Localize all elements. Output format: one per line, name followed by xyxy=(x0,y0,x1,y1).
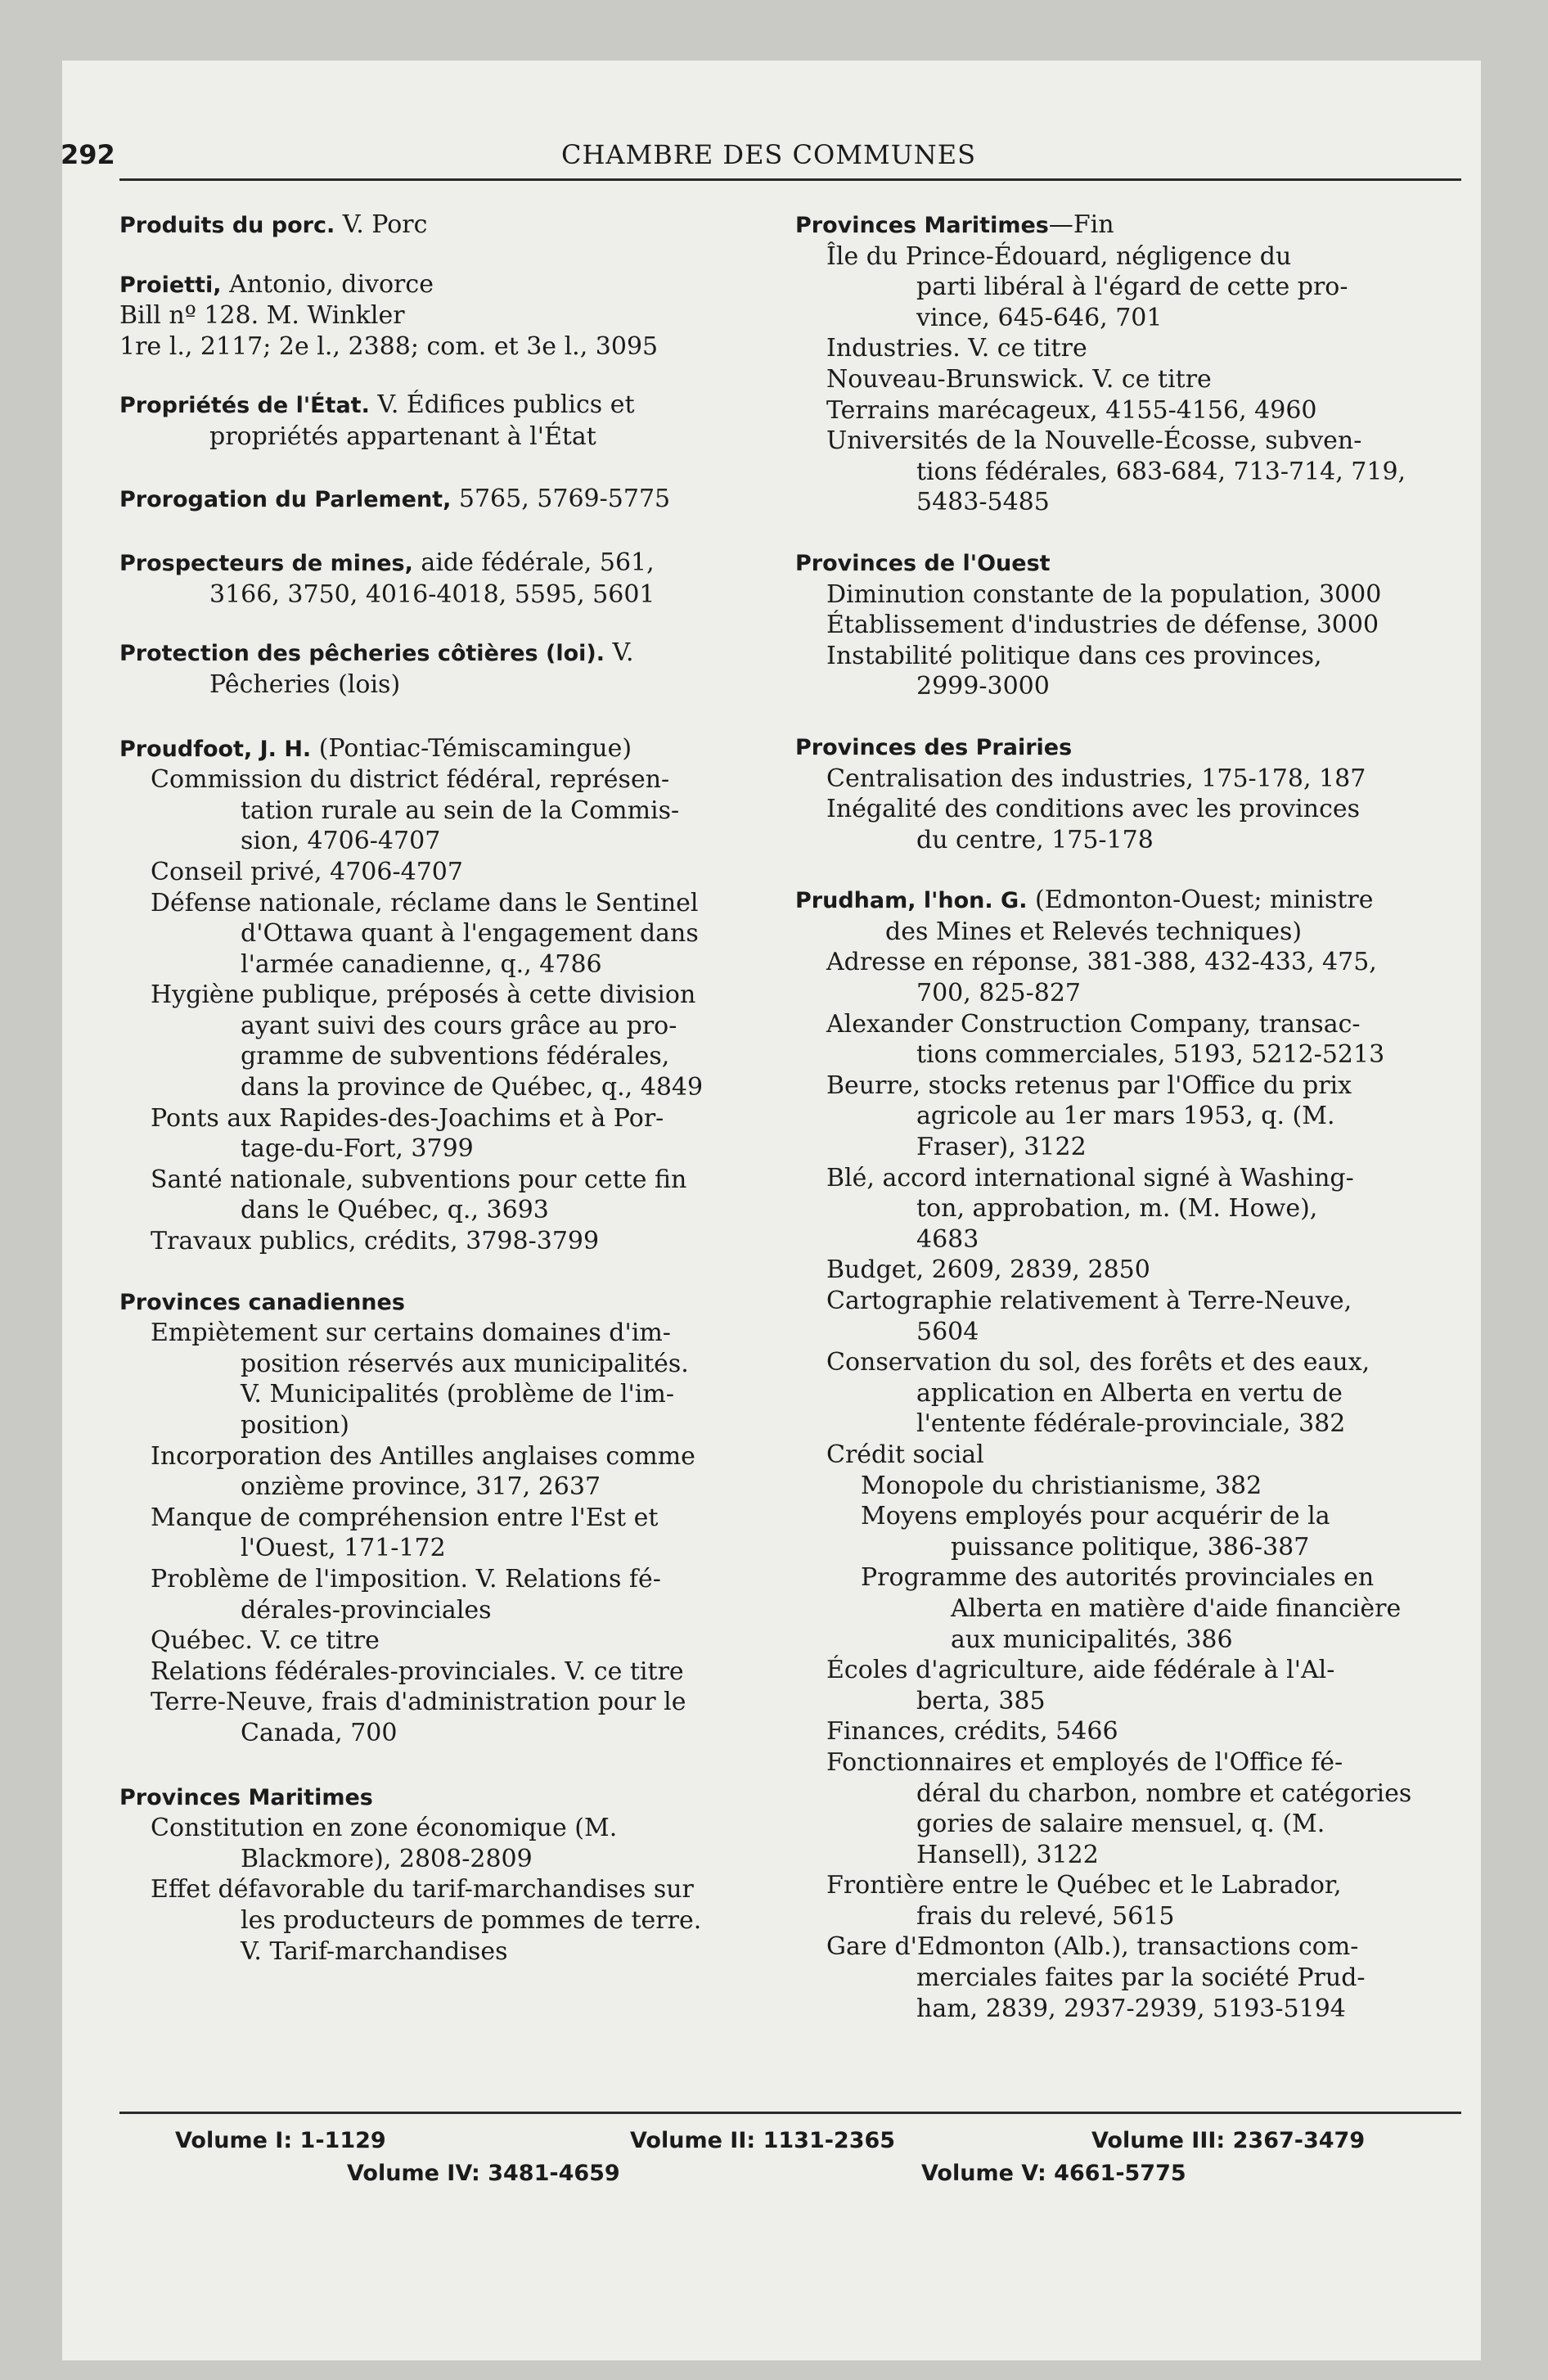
sub-entry-line: Moyens employés pour acquérir de la xyxy=(861,1502,1330,1531)
sub-entry-line: l'Ouest, 171-172 xyxy=(241,1534,446,1563)
sub-entry-line: agricole au 1er mars 1953, q. (M. xyxy=(916,1102,1335,1131)
right-column xyxy=(795,210,1456,2024)
sub-entry-line: Programme des autorités provinciales en xyxy=(861,1563,1375,1593)
sub-entry-line: Santé nationale, subventions pour cette fin xyxy=(151,1165,687,1194)
sub-entry-line: d'Ottawa quant à l'engagement dans xyxy=(241,919,699,949)
sub-entry-line: Fraser), 3122 xyxy=(916,1133,1087,1162)
entry-heading-line xyxy=(119,548,774,579)
index-entry xyxy=(119,1287,774,1749)
index-entry xyxy=(119,733,774,1257)
sub-entry-line: l'entente fédérale-provinciale, 382 xyxy=(916,1409,1346,1439)
entry-heading-line xyxy=(795,732,1456,764)
sub-entry-line: Beurre, stocks retenus par l'Office du prix xyxy=(826,1071,1352,1100)
entry-heading-line xyxy=(119,1782,774,1814)
entry-heading: Provinces Maritimes xyxy=(119,1784,373,1810)
sub-entry-line: dans le Québec, q., 3693 xyxy=(241,1196,549,1225)
entry-heading: Prudham, l'hon. G. xyxy=(795,888,1028,914)
entry-heading: Produits du porc. xyxy=(119,213,335,238)
sub-entry-line: Québec. V. ce titre xyxy=(151,1626,380,1656)
index-entry xyxy=(119,390,774,452)
entry-heading-line xyxy=(119,269,774,301)
page-title: CHAMBRE DES COMMUNES xyxy=(561,139,977,170)
entry-heading-line xyxy=(795,210,1456,241)
entry-heading: Provinces canadiennes xyxy=(119,1289,405,1315)
index-entry xyxy=(119,210,774,241)
sub-entry-line: ham, 2839, 2937-2939, 5193-5194 xyxy=(916,1994,1346,2023)
entry-heading-line xyxy=(119,638,774,669)
entry-heading-rest: (Pontiac-Témiscamingue) xyxy=(311,733,632,763)
sub-entry-line: berta, 385 xyxy=(916,1686,1046,1715)
entry-heading-rest: aide fédérale, 561, xyxy=(412,548,655,578)
footer-volume-1: Volume I: 1-1129 xyxy=(175,2128,386,2153)
sub-entry-line: Défense nationale, réclame dans le Sentinel xyxy=(151,888,699,917)
footer-volume-4: Volume IV: 3481-4659 xyxy=(347,2161,620,2186)
sub-entry-line: gories de salaire mensuel, q. (M. xyxy=(916,1810,1325,1839)
entry-heading-line xyxy=(119,390,774,421)
sub-entry-line: ton, approbation, m. (M. Howe), xyxy=(916,1194,1318,1224)
sub-entry-line: parti libéral à l'égard de cette pro- xyxy=(916,273,1348,302)
sub-entry-line: Effet défavorable du tarif-marchandises sur xyxy=(151,1875,694,1904)
sub-entry-line: Gare d'Edmonton (Alb.), transactions com- xyxy=(826,1932,1359,1962)
index-entry xyxy=(119,638,774,700)
sub-entry-line: frais du relevé, 5615 xyxy=(916,1901,1175,1931)
footer-volume-5: Volume V: 4661-5775 xyxy=(921,2161,1186,2186)
sub-entry-line: Universités de la Nouvelle-Écosse, subven- xyxy=(826,426,1362,456)
sub-entry-line: Écoles d'agriculture, aide fédérale à l'Al- xyxy=(826,1656,1335,1685)
sub-entry-line: Frontière entre le Québec et le Labrador, xyxy=(826,1871,1342,1900)
sub-entry-line: Empiètement sur certains domaines d'im- xyxy=(151,1318,671,1348)
sub-entry-line: Terre-Neuve, frais d'administration pour le xyxy=(151,1688,686,1717)
sub-entry-line: sion, 4706-4707 xyxy=(241,827,441,856)
sub-entry-line: merciales faites par la société Prud- xyxy=(916,1963,1366,1993)
index-entry xyxy=(795,885,1456,2024)
sub-entry-line: 5483-5485 xyxy=(916,488,1050,517)
sub-entry-line: V. Municipalités (problème de l'im- xyxy=(241,1380,674,1409)
entry-heading: Provinces Maritimes xyxy=(795,213,1049,238)
footer-volume-3: Volume III: 2367-3479 xyxy=(1091,2128,1366,2153)
sub-entry-line: dérales-provinciales xyxy=(241,1595,492,1625)
footer-rule xyxy=(119,2112,1461,2114)
sub-entry-line: aux municipalités, 386 xyxy=(951,1625,1233,1654)
sub-entry-line: Problème de l'imposition. V. Relations fé- xyxy=(151,1564,661,1593)
sub-entry-line: Blé, accord international signé à Washing- xyxy=(826,1163,1354,1192)
entry-continuation: propriétés appartenant à l'État xyxy=(209,421,596,451)
index-entry xyxy=(119,548,774,610)
sub-entry-line: Conservation du sol, des forêts et des eaux, xyxy=(826,1348,1370,1377)
header-rule xyxy=(119,178,1461,181)
entry-continuation: 3166, 3750, 4016-4018, 5595, 5601 xyxy=(209,579,655,609)
entry-line: Bill nº 128. M. Winkler xyxy=(119,301,405,331)
entry-heading: Prospecteurs de mines, xyxy=(119,551,413,577)
sub-entry-line: Constitution en zone économique (M. xyxy=(151,1814,618,1843)
sub-entry-line: Manque de compréhension entre l'Est et xyxy=(151,1503,659,1532)
sub-entry-line: Conseil privé, 4706-4707 xyxy=(151,857,463,886)
sub-entry-line: dans la province de Québec, q., 4849 xyxy=(241,1073,704,1102)
entry-heading-line xyxy=(119,484,774,516)
sub-entry-line: Instabilité politique dans ces provinces, xyxy=(826,641,1322,670)
entry-heading-line xyxy=(119,210,774,241)
entry-heading: Provinces des Prairies xyxy=(795,734,1073,760)
sub-entry-line: Budget, 2609, 2839, 2850 xyxy=(826,1255,1150,1285)
sub-entry-line: déral du charbon, nombre et catégories xyxy=(916,1778,1412,1808)
sub-entry-line: tage-du-Fort, 3799 xyxy=(241,1134,474,1164)
entry-heading: Proietti, xyxy=(119,272,222,298)
sub-entry-line: tation rurale au sein de la Commis- xyxy=(241,796,680,825)
sub-entry-line: tions fédérales, 683-684, 713-714, 719, xyxy=(916,457,1406,486)
sub-entry-line: Travaux publics, crédits, 3798-3799 xyxy=(151,1227,600,1256)
sub-entry-line: 4683 xyxy=(916,1224,979,1254)
sub-entry-line: Commission du district fédéral, représen- xyxy=(151,765,670,795)
sub-entry-line: position réservés aux municipalités. xyxy=(241,1349,689,1378)
entry-heading-rest: Antonio, divorce xyxy=(221,269,434,299)
left-column xyxy=(119,210,774,1967)
sub-entry-line: Diminution constante de la population, 3000 xyxy=(826,579,1382,609)
sub-entry-line: Ponts aux Rapides-des-Joachims et à Por- xyxy=(151,1103,664,1133)
sub-entry-line: Terrains marécageux, 4155-4156, 4960 xyxy=(826,395,1317,425)
entry-heading-line xyxy=(795,548,1456,579)
sub-entry-line: puissance politique, 386-387 xyxy=(951,1532,1310,1562)
sub-entry-line: V. Tarif-marchandises xyxy=(241,1936,508,1966)
page-number: 292 xyxy=(61,139,115,170)
entry-heading-line xyxy=(119,1287,774,1318)
sub-entry-line: application en Alberta en vertu de xyxy=(916,1378,1343,1408)
entry-continuation: des Mines et Relevés techniques) xyxy=(885,917,1303,946)
entry-heading-rest: V. xyxy=(604,638,634,668)
entry-line: 1re l., 2117; 2e l., 2388; com. et 3e l., 3095 xyxy=(119,331,659,361)
sub-entry-line: Incorporation des Antilles anglaises comme xyxy=(151,1441,695,1471)
entry-heading-rest: V. Édifices publics et xyxy=(369,390,635,420)
entry-heading-line xyxy=(119,733,774,765)
entry-heading: Propriétés de l'État. xyxy=(119,393,370,419)
entry-continuation: Pêcheries (lois) xyxy=(209,669,401,699)
entry-heading: Proudfoot, J. H. xyxy=(119,736,312,762)
footer-volume-2: Volume II: 1131-2365 xyxy=(630,2128,896,2153)
index-entry xyxy=(119,484,774,516)
entry-heading: Protection des pêcheries côtières (loi). xyxy=(119,641,605,667)
entry-heading-rest: —Fin xyxy=(1048,210,1114,239)
index-entry xyxy=(795,210,1456,518)
sub-entry-line: vince, 645-646, 701 xyxy=(916,303,1163,332)
entry-heading-rest: (Edmonton-Ouest; ministre xyxy=(1027,886,1374,915)
entry-heading: Prorogation du Parlement, xyxy=(119,486,452,512)
sub-entry-line: Centralisation des industries, 175-178, 187 xyxy=(826,764,1366,793)
sub-entry-line: position) xyxy=(241,1411,349,1440)
sub-entry-line: Alberta en matière d'aide financière xyxy=(951,1593,1402,1623)
entry-heading-rest: 5765, 5769-5775 xyxy=(451,484,671,513)
sub-entry-line: Relations fédérales-provinciales. V. ce titre xyxy=(151,1657,684,1686)
sub-entry-line: l'armée canadienne, q., 4786 xyxy=(241,949,602,979)
sub-entry-line: Monopole du christianisme, 382 xyxy=(861,1471,1262,1500)
index-entry xyxy=(119,269,774,363)
sub-entry-line: Hygiène publique, préposés à cette division xyxy=(151,980,696,1010)
sub-entry-line: Inégalité des conditions avec les provinces xyxy=(826,795,1361,824)
index-entry xyxy=(795,548,1456,702)
sub-entry-line: Blackmore), 2808-2809 xyxy=(241,1844,533,1873)
sub-entry-line: Établissement d'industries de défense, 3000 xyxy=(826,611,1379,640)
sub-entry-line: 700, 825-827 xyxy=(916,979,1081,1008)
sub-entry-line: tions commerciales, 5193, 5212-5213 xyxy=(916,1040,1385,1070)
sub-entry-line: les producteurs de pommes de terre. xyxy=(241,1905,702,1935)
sub-entry-line: Nouveau-Brunswick. V. ce titre xyxy=(826,364,1212,394)
sub-entry-line: onzième province, 317, 2637 xyxy=(241,1472,601,1502)
sub-entry-line: Hansell), 3122 xyxy=(916,1840,1099,1869)
sub-entry-line: Cartographie relativement à Terre-Neuve, xyxy=(826,1287,1352,1315)
sub-entry-line: Alexander Construction Company, transac- xyxy=(826,1009,1361,1039)
sub-entry-line: Crédit social xyxy=(826,1440,984,1469)
sub-entry-line: Île du Prince-Édouard, négligence du xyxy=(826,241,1292,271)
sub-entry-line: du centre, 175-178 xyxy=(916,825,1154,854)
sub-entry-line: Industries. V. ce titre xyxy=(826,334,1087,363)
sub-entry-line: 2999-3000 xyxy=(916,672,1050,701)
sub-entry-line: Canada, 700 xyxy=(241,1718,398,1747)
sub-entry-line: Finances, crédits, 5466 xyxy=(826,1717,1118,1747)
index-entry xyxy=(795,732,1456,855)
entry-heading-rest: V. Porc xyxy=(335,210,428,239)
entry-heading-line xyxy=(795,885,1456,917)
entry-heading: Provinces de l'Ouest xyxy=(795,550,1051,576)
sub-entry-line: Fonctionnaires et employés de l'Office fé- xyxy=(826,1747,1343,1777)
index-entry xyxy=(119,1782,774,1968)
sub-entry-line: 5604 xyxy=(916,1317,979,1346)
sub-entry-line: ayant suivi des cours grâce au pro- xyxy=(241,1011,677,1040)
sub-entry-line: Adresse en réponse, 381-388, 432-433, 475, xyxy=(826,948,1377,977)
sub-entry-line: gramme de subventions fédérales, xyxy=(241,1042,670,1071)
